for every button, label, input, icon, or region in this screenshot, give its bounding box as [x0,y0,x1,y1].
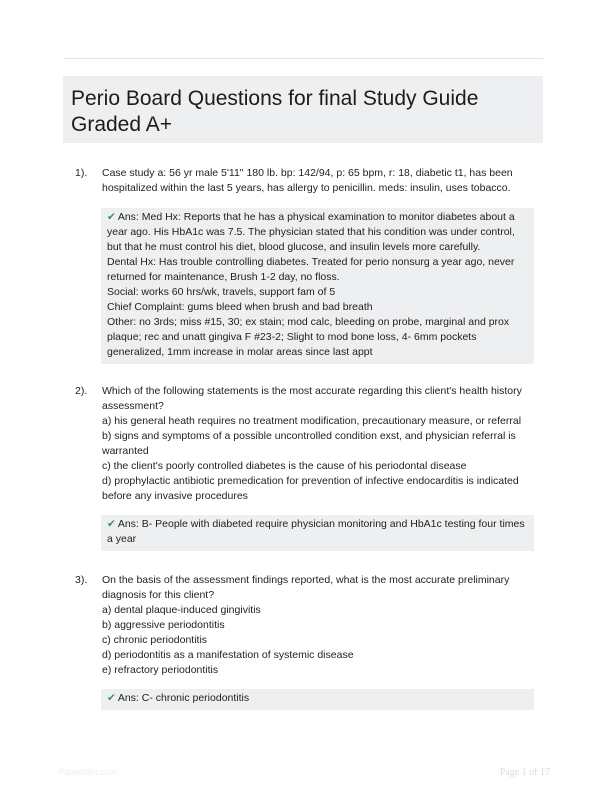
checkmark-icon: ✔ [107,518,116,530]
question-line: Which of the following statements is the most accurate regarding this client's health history assessment? [102,385,522,412]
question-option: c) chronic periodontitis [102,634,208,646]
question-option: d) periodontitis as a manifestation of systemic disease [102,649,354,661]
question-text [102,384,536,504]
question-option: b) signs and symptoms of a possible uncontrolled condition exst, and physician referral is warranted [102,430,516,457]
question-option: a) his general heath requires no treatment modification, precautionary measure, or referral [102,415,522,427]
top-divider [63,58,543,59]
question-line: On the basis of the assessment findings reported, what is the most accurate preliminary diagnosis for this client? [102,574,510,601]
question-number: 2). [75,385,88,397]
question-line: Case study a: 56 yr male 5'11" 180 lb. bp: 142/94, p: 65 bpm, r: 18, diabetic t1, has been hospitalized within the last 5 years, has allergy to penicillin. meds: insulin, uses tobacco. [102,167,513,194]
question-option: a) dental plaque-induced gingivitis [102,604,261,616]
answer-line: Other: no 3rds; miss #15, 30; ex stain; mod calc, bleeding on probe, marginal and prox plaque; rec and unatt gingiva F #23-2; Slight to mod bone loss, 4- 6mm pockets generalized, 1mm increase in molar areas since last appt [107,316,510,358]
title-banner [63,76,543,143]
answer-line: ✔ Ans: C- chronic periodontitis [107,692,250,704]
page-number: Page 1 of 17 [499,767,550,778]
answer-box-1 [101,208,534,364]
page-title: Perio Board Questions for final Study Guide Graded A+ [71,87,479,136]
checkmark-icon: ✔ [107,211,116,223]
question-option: e) refractory periodontitis [102,664,219,676]
question-option: c) the client's poorly controlled diabetes is the cause of his periodontal disease [102,460,467,472]
answer-box-3 [101,689,534,710]
question-option: d) prophylactic antibiotic premedication for prevention of infective endocarditis is indicated before any invasive procedures [102,475,519,502]
question-text [102,573,536,678]
answer-line: Chief Complaint: gums bleed when brush and bad breath [107,301,373,313]
question-text [102,166,536,196]
question-option: b) aggressive periodontitis [102,619,225,631]
answer-line: ✔ Ans: Med Hx: Reports that he has a physical examination to monitor diabetes about a year ago. His HbA1c was 7.5. The physician stated that his condition was under control, but that he must control his diet, blood glucose, and insulin levels more carefully. [107,211,515,253]
question-number: 3). [75,574,88,586]
question-number: 1). [75,167,88,179]
checkmark-icon: ✔ [107,692,116,704]
answer-line: Social: works 60 hrs/wk, travels, support fam of 5 [107,286,336,298]
answer-line: Dental Hx: Has trouble controlling diabetes. Treated for perio nonsurg a year ago, never returned for maintenance, Brush 1-2 day, no floss. [107,256,515,283]
footer-site-watermark: Paper9Bit.com [58,767,118,777]
answer-box-2 [101,515,534,551]
answer-line: ✔ Ans: B- People with diabeted require physician monitoring and HbA1c testing four times a year [107,518,525,545]
